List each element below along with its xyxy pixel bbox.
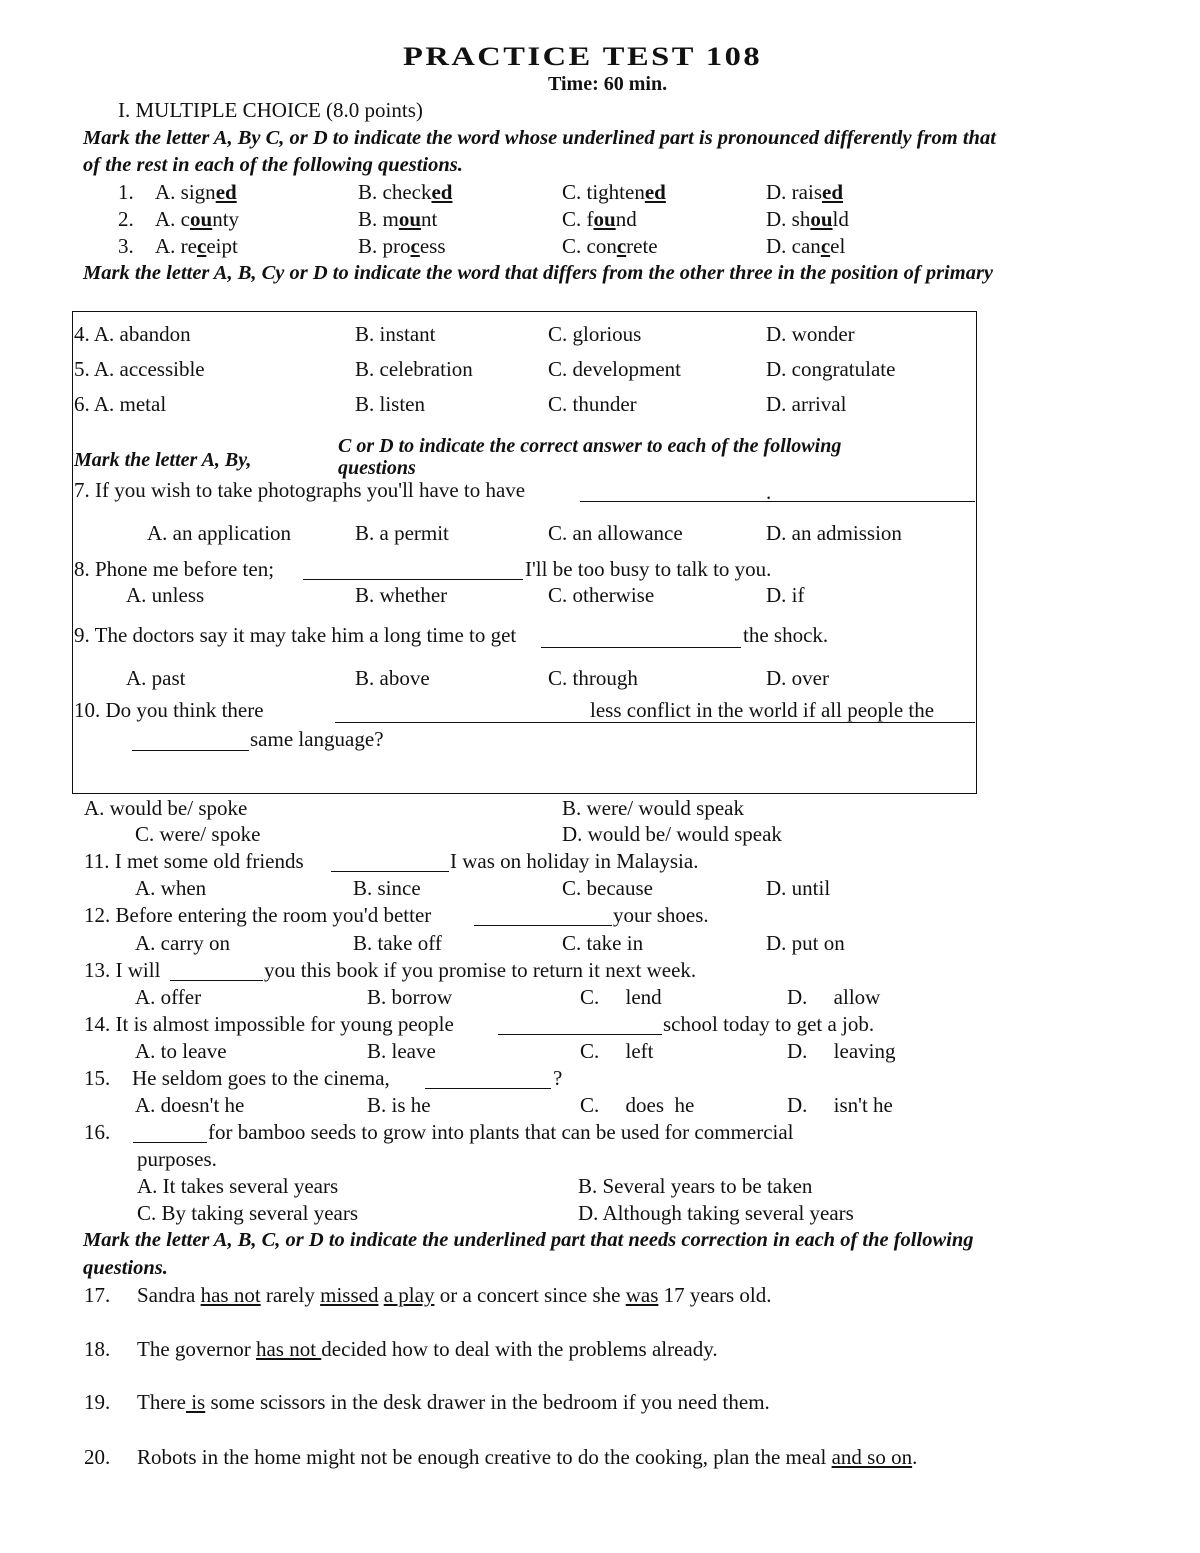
q2-option-c: C. found <box>562 207 637 231</box>
q12-option-b: B. take off <box>353 931 442 955</box>
q1-number: 1. <box>118 180 134 204</box>
q9-stem: 9. The doctors say it may take him a long time to get <box>74 623 517 647</box>
q6-option-d: D. arrival <box>766 392 847 416</box>
q7-option-c: C. an allowance <box>548 521 683 545</box>
q8-option-c: C. otherwise <box>548 583 655 607</box>
q5-option-c: C. development <box>548 357 681 381</box>
q11-tail: I was on holiday in Malaysia. <box>450 849 699 873</box>
q11-option-b: B. since <box>353 876 421 900</box>
q12-option-d: D. put on <box>766 931 845 955</box>
q16-option-a: A. It takes several years <box>137 1174 339 1198</box>
instruction-correction-line1: Mark the letter A, B, C, or D to indicate the underlined part that needs correction in each of the following <box>83 1229 974 1251</box>
instruction-pronunciation-line1: Mark the letter A, By C, or D to indicate the word whose underlined part is pronounced differently from that <box>83 127 996 149</box>
q10-option-a: A. would be/ spoke <box>84 796 248 820</box>
instruction-answer-left: Mark the letter A, By, <box>74 449 252 471</box>
q15-number: 15. <box>84 1066 111 1090</box>
q11-blank <box>331 871 449 872</box>
q8-stem: 8. Phone me before ten; <box>74 557 275 581</box>
q12-option-a: A. carry on <box>135 931 231 955</box>
q4-option-a: 4. A. abandon <box>74 322 191 346</box>
q13-stem: 13. I will <box>84 958 161 982</box>
q10-tail2: same language? <box>250 727 384 751</box>
q9-option-b: B. above <box>355 666 430 690</box>
q14-tail: school today to get a job. <box>663 1012 875 1036</box>
instruction-correction-line2: questions. <box>83 1257 168 1279</box>
q7-option-d: D. an admission <box>766 521 902 545</box>
instruction-answer-right: C or D to indicate the correct answer to each of the following <box>338 435 842 457</box>
q17-number: 17. <box>84 1283 111 1307</box>
q11-option-d: D. until <box>766 876 831 900</box>
q7-option-a: A. an application <box>147 521 292 545</box>
q7-stem: 7. If you wish to take photographs you'll have to have <box>74 478 526 502</box>
q6-option-c: C. thunder <box>548 392 637 416</box>
instruction-stress: Mark the letter A, B, Cy or D to indicate the word that differs from the other three in the position of primary <box>83 262 994 284</box>
q9-option-c: C. through <box>548 666 638 690</box>
q3-option-d: D. cancel <box>766 234 846 258</box>
q8-option-d: D. if <box>766 583 805 607</box>
q6-option-a: 6. A. metal <box>74 392 167 416</box>
q12-option-c: C. take in <box>562 931 644 955</box>
q12-stem: 12. Before entering the room you'd better <box>84 903 432 927</box>
q4-option-b: B. instant <box>355 322 436 346</box>
time-label: Time: 60 min. <box>548 73 668 95</box>
q3-number: 3. <box>118 234 134 258</box>
q16-option-b: B. Several years to be taken <box>578 1174 813 1198</box>
q20-number: 20. <box>84 1445 111 1469</box>
q3-option-b: B. process <box>358 234 446 258</box>
q14-stem: 14. It is almost impossible for young people <box>84 1012 454 1036</box>
q13-option-b: B. borrow <box>367 985 453 1009</box>
instruction-pronunciation-line2: of the rest in each of the following questions. <box>83 154 463 176</box>
q7-option-b: B. a permit <box>355 521 449 545</box>
q16-option-c: C. By taking several years <box>137 1201 359 1225</box>
q1-option-b: B. checked <box>358 180 453 204</box>
q9-option-d: D. over <box>766 666 829 690</box>
q10-blank1 <box>335 722 975 723</box>
q13-blank <box>170 980 263 981</box>
q3-option-c: C. concrete <box>562 234 658 258</box>
q10-option-c: C. were/ spoke <box>135 822 261 846</box>
q10-option-b: B. were/ would speak <box>562 796 744 820</box>
q8-option-b: B. whether <box>355 583 448 607</box>
q15-stem: He seldom goes to the cinema, <box>132 1066 390 1090</box>
q14-option-b: B. leave <box>367 1039 436 1063</box>
q15-option-d: D. isn't he <box>787 1093 893 1117</box>
q16-number: 16. <box>84 1120 111 1144</box>
q19-number: 19. <box>84 1390 111 1414</box>
part1-heading: I. MULTIPLE CHOICE (8.0 points) <box>118 98 423 122</box>
q3-option-a: A. receipt <box>155 234 238 258</box>
q2-option-d: D. should <box>766 207 849 231</box>
q15-option-b: B. is he <box>367 1093 431 1117</box>
q10-tail: less conflict in the world if all people the <box>590 698 935 722</box>
q8-blank <box>303 579 523 580</box>
q10-blank2 <box>132 750 249 751</box>
q18-number: 18. <box>84 1337 111 1361</box>
q16-blank <box>133 1142 207 1143</box>
q20-sentence: Robots in the home might not be enough creative to do the cooking, plan the meal and so on. <box>137 1445 918 1469</box>
q14-option-d: D. leaving <box>787 1039 896 1063</box>
q10-stem: 10. Do you think there <box>74 698 264 722</box>
q5-option-d: D. congratulate <box>766 357 896 381</box>
q14-option-a: A. to leave <box>135 1039 227 1063</box>
q15-blank <box>425 1088 551 1089</box>
q15-tail: ? <box>553 1066 563 1090</box>
q4-option-c: C. glorious <box>548 322 642 346</box>
q8-tail: I'll be too busy to talk to you. <box>525 557 772 581</box>
q1-option-a: A. signed <box>155 180 237 204</box>
q9-tail: the shock. <box>743 623 829 647</box>
q15-option-a: A. doesn't he <box>135 1093 245 1117</box>
q19-sentence: There is some scissors in the desk drawer in the bedroom if you need them. <box>137 1390 770 1414</box>
q13-tail: you this book if you promise to return it next week. <box>264 958 697 982</box>
q14-blank <box>498 1034 662 1035</box>
q2-option-a: A. county <box>155 207 240 231</box>
q5-option-b: B. celebration <box>355 357 473 381</box>
q16-tail2: purposes. <box>137 1147 217 1171</box>
q11-stem: 11. I met some old friends <box>84 849 304 873</box>
q2-option-b: B. mount <box>358 207 438 231</box>
q6-option-b: B. listen <box>355 392 426 416</box>
q15-option-c: C. does he <box>580 1093 695 1117</box>
q9-option-a: A. past <box>126 666 186 690</box>
q9-blank <box>541 647 741 648</box>
q5-option-a: 5. A. accessible <box>74 357 205 381</box>
q13-option-d: D. allow <box>787 985 881 1009</box>
q4-option-d: D. wonder <box>766 322 855 346</box>
q11-option-c: C. because <box>562 876 653 900</box>
q18-sentence: The governor has not decided how to deal with the problems already. <box>137 1337 718 1361</box>
page-title: PRACTICE TEST 108 <box>403 42 763 71</box>
q17-sentence: Sandra has not rarely missed a play or a concert since she was 17 years old. <box>137 1283 772 1307</box>
q1-option-d: D. raised <box>766 180 843 204</box>
q14-option-c: C. left <box>580 1039 654 1063</box>
instruction-answer-cut: questions <box>338 457 416 479</box>
q11-option-a: A. when <box>135 876 207 900</box>
q1-option-c: C. tightened <box>562 180 666 204</box>
q12-blank <box>474 925 612 926</box>
q10-option-d: D. would be/ would speak <box>562 822 782 846</box>
q16-option-d: D. Although taking several years <box>578 1201 854 1225</box>
q13-option-c: C. lend <box>580 985 662 1009</box>
q7-period: . <box>766 480 772 504</box>
q13-option-a: A. offer <box>135 985 202 1009</box>
q16-tail: for bamboo seeds to grow into plants that can be used for commercial <box>208 1120 794 1144</box>
q2-number: 2. <box>118 207 134 231</box>
q7-blank <box>580 501 975 502</box>
q8-option-a: A. unless <box>126 583 205 607</box>
q12-tail: your shoes. <box>613 903 709 927</box>
